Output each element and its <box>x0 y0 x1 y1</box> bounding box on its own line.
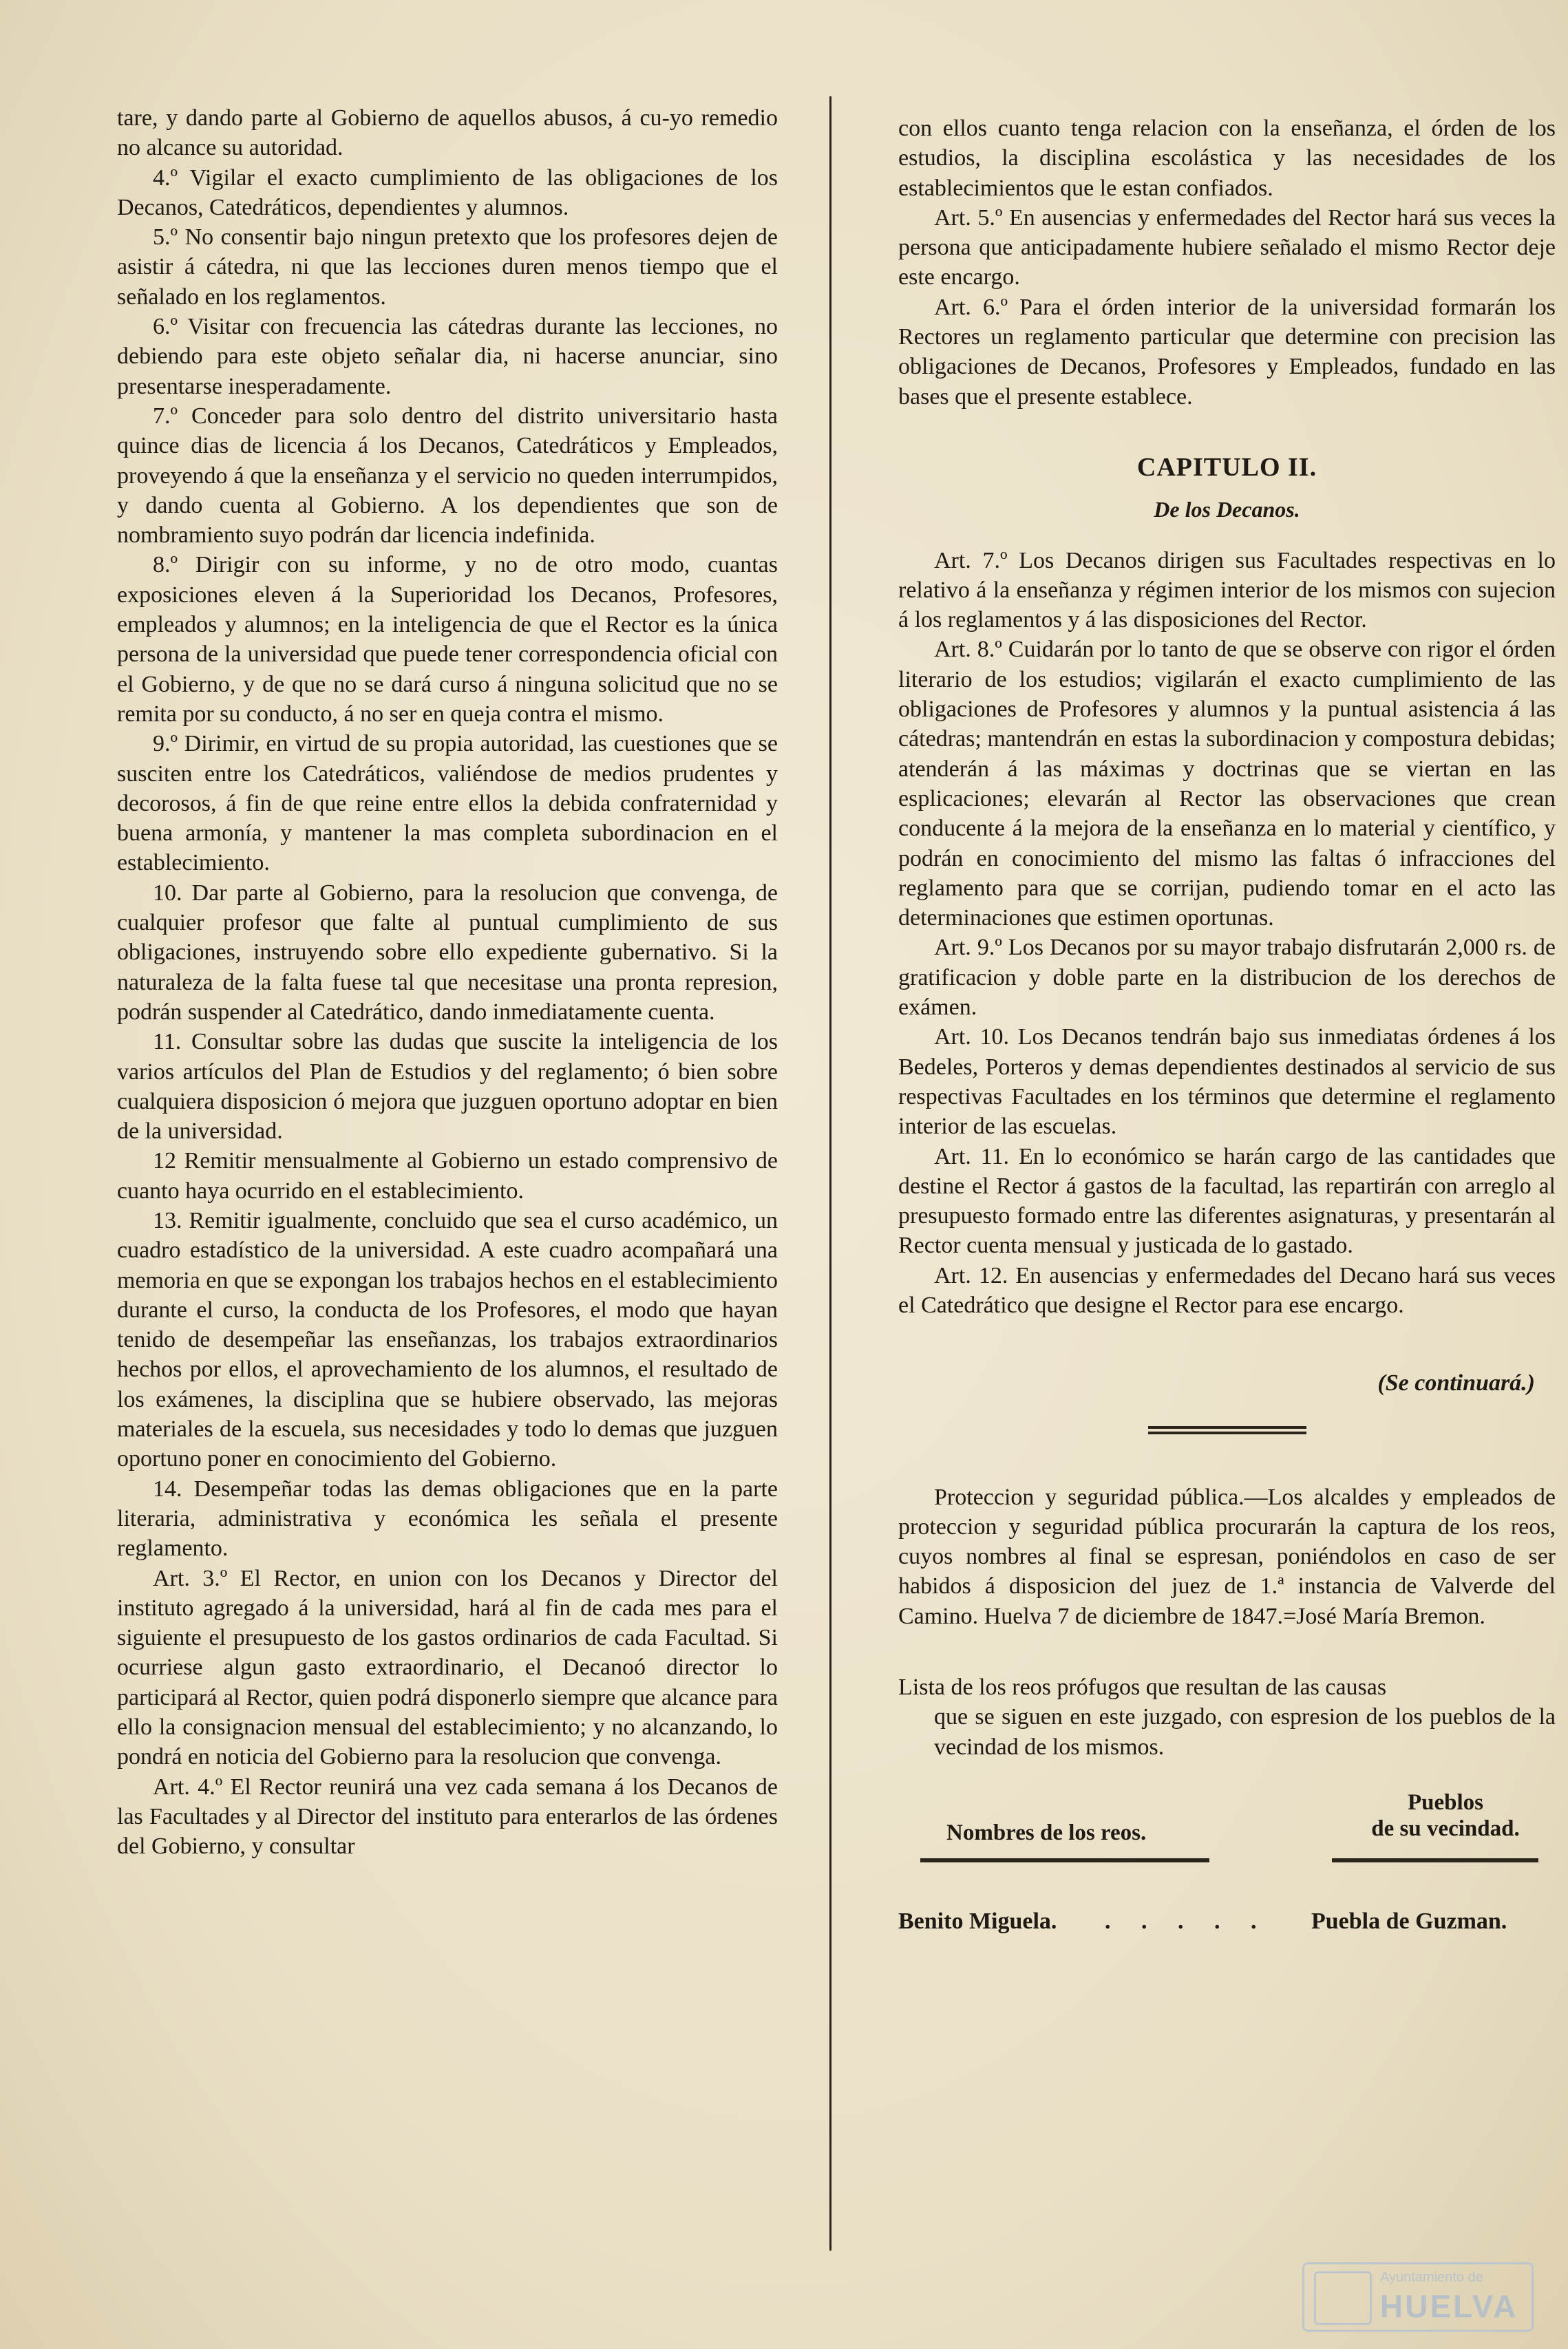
paragraph: Art. 8.º Cuidarán por lo tanto de que se observe con rigor el órden literario de los estudios; vigilarán el exacto cumplimiento de las obligaciones de Profesores y alumnos y la puntual asistencia á las cátedras; mantendrán en estas la subordinacion y compostura debidas; atenderán á las máximas y doctrinas que se viertan en las esplicaciones; elevarán al Rector las observaciones que crean conducente á la mejora de la enseñanza en lo material y científico, y podrán en conocimiento del mismo las faltas ó infracciones del reglamento para que se corrijan, pudiendo tomar en el acto las determinaciones que estimen oportunas. <box>898 637 1556 931</box>
paragraph: 6.º Visitar con frecuencia las cátedras durante las lecciones, no debiendo para este objeto señalar dia, ni hacerse anunciar, sino presentarse inesperadamente. <box>117 314 778 399</box>
paragraph: 10. Dar parte al Gobierno, para la resolucion que convenga, de cualquier profesor que falte al puntual cumplimiento de sus obligaciones, instruyendo sobre ello expediente gubernativo. Si la naturaleza de la falta fuese tal que necesitase una pronta represion, podrán suspender al Catedrático, dando inmediatamente cuenta. <box>117 880 778 1025</box>
section-divider <box>1148 1426 1306 1434</box>
seal-icon <box>1314 2271 1372 2325</box>
table-row <box>898 1906 1556 1948</box>
paragraph: 9.º Dirimir, en virtud de su propia autoridad, las cuestiones que se susciten entre los Catedráticos, valiéndose de medios prudentes y decorosos, á fin de que reine entre ellos la debida confraternidad y buena armonía, y mantener la mas completa subordinacion en el establecimiento. <box>117 731 778 876</box>
paragraph: Art. 3.º El Rector, en union con los Decanos y Director del instituto agregado á la universidad, hará al fin de cada mes para el siguiente el presupuesto de los gastos ordinarios de cada Facultad. Si ocurriese algun gasto extraordinario, el Decanoó director lo participará al Rector, quien podrá disponerlo siempre que alcance para ello la consignacion mensual del establecimiento; y no alcanzando, lo pondrá en noticia del Gobierno para la resolucion que convenga. <box>117 1565 778 1770</box>
column-header-names: Nombres de los reos. <box>946 1820 1147 1845</box>
paragraph: Art. 10. Los Decanos tendrán bajo sus inmediatas órdenes á los Bedeles, Porteros y demas dependientes destinados al servicio de sus respectivas Facultades en los términos que determine el reglamento interior de las escuelas. <box>898 1024 1556 1140</box>
paragraph: 12 Remitir mensualmente al Gobierno un estado comprensivo de cuanto haya ocurrido en el establecimiento. <box>117 1148 778 1204</box>
paragraph: Art. 9.º Los Decanos por su mayor trabajo disfrutarán 2,000 rs. de gratificacion y doble parte en la distribucion de los derechos de exámen. <box>898 935 1556 1021</box>
continuation-note: (Se continuará.) <box>1377 1370 1535 1396</box>
header-underline <box>1332 1858 1538 1862</box>
paragraph: tare, y dando parte al Gobierno de aquellos abusos, á cu-yo remedio no alcance su autoridad. <box>117 105 778 161</box>
paragraph: 11. Consultar sobre las dudas que suscite la inteligencia de los varios artículos del Plan de Estudios y del reglamento; ó bien sobre cualquiera disposicion ó mejora que juzguen oportuno adoptar en bien de la universidad. <box>117 1029 778 1145</box>
notice-paragraph: Proteccion y seguridad pública.—Los alcaldes y empleados de proteccion y seguridad pública procurarán la captura de los reos, cuyos nombres al final se espresan, poniéndolos en caso de ser habidos á disposicion del juez de 1.ª instancia de Valverde del Camino. Huelva 7 de diciembre de 1847.=José María Bremon. <box>898 1484 1556 1629</box>
list-title <box>898 1672 1556 1762</box>
paragraph: Art. 11. En lo económico se harán cargo de las cantidades que destine el Rector á gastos de la facultad, las repartirán con arreglo al presupuesto formado entre las diferentes asignaturas, y presentarán al Rector cuenta mensual y justicada de lo gastado. <box>898 1143 1556 1259</box>
left-column <box>117 103 778 1862</box>
list-title-line-2: que se siguen en este juzgado, con espresion de los pueblos de la vecindad de los mismos. <box>934 1704 1556 1760</box>
paragraph: 13. Remitir igualmente, concluido que sea el curso académico, un cuadro estadístico de la universidad. A este cuadro acompañará una memoria en que se expongan los trabajos hechos en el establecimiento durante el curso, la conducta de los Profesores, el modo que hayan tenido de desempeñar las enseñanzas, los trabajos extraordinarios hechos por ellos, el aprovechamiento de los alumnos, el resultado de los exámenes, la disciplina que se hubiere observado, las mejoras materiales de la escuela, sus necesidades y todo lo demas que juzguen oportuno poner en conocimiento del Gobierno. <box>117 1207 778 1472</box>
paragraph: Art. 4.º El Rector reunirá una vez cada semana á los Decanos de las Facultades y al Director del instituto para enterarlos de las órdenes del Gobierno, y consultar <box>117 1774 778 1860</box>
list-title-line-1: Lista de los reos prófugos que resultan de las causas <box>898 1675 1387 1701</box>
stamp-small-text: Ayuntamiento de <box>1380 2270 1483 2285</box>
chapter-title: CAPITULO II. <box>1136 452 1317 482</box>
paragraph: 4.º Vigilar el exacto cumplimiento de las obligaciones de los Decanos, Catedráticos, dependientes y alumnos. <box>117 164 778 220</box>
leader-dots: . . . . . <box>1105 1908 1269 1934</box>
column-header-towns-line-2: de su vecindad. <box>1371 1816 1520 1841</box>
paragraph: 14. Desempeñar todas las demas obligaciones que en la parte literaria, administrativa y económica les señala el presente reglamento. <box>117 1476 778 1562</box>
chapter-subtitle: De los Decanos. <box>1154 497 1300 522</box>
paragraph: Art. 7.º Los Decanos dirigen sus Facultades respectivas en lo relativo á la enseñanza y régimen interior de los mismos con sujecion á los reglamentos y á las disposiciones del Rector. <box>898 547 1556 633</box>
reo-name: Benito Miguela. <box>898 1908 1057 1934</box>
header-underline <box>920 1858 1209 1862</box>
table-header <box>898 1789 1556 1879</box>
right-column <box>898 114 1556 1948</box>
watermark-stamp <box>1302 2262 1534 2332</box>
column-divider <box>829 96 831 2251</box>
column-header-towns <box>1346 1789 1545 1842</box>
stamp-big-text: HUELVA <box>1380 2288 1518 2324</box>
paragraph: 8.º Dirigir con su informe, y no de otro modo, cuantas exposiciones eleven á la Superioridad los Decanos, Profesores, empleados y alumnos; en la inteligencia de que el Rector es la única persona de la universidad que puede tener correspondencia oficial con el Gobierno, y de que no se dará curso á ninguna solicitud que no se remita por su conducto, á no ser en queja contra el mismo. <box>117 552 778 727</box>
paragraph: 7.º Conceder para solo dentro del distrito universitario hasta quince dias de licencia á los Decanos, Catedráticos y Empleados, proveyendo á que la enseñanza y el servicio no queden interrumpidos, y dando cuenta al Gobierno. A los dependientes que son de nombramiento suyo podrán dar licencia indefinida. <box>117 403 778 549</box>
paragraph: Art. 12. En ausencias y enfermedades del Decano hará sus veces el Catedrático que designe el Rector para ese encargo. <box>898 1262 1556 1318</box>
reo-town: Puebla de Guzman. <box>1311 1908 1507 1934</box>
column-header-towns-line-1: Pueblos <box>1407 1789 1484 1815</box>
paragraph: con ellos cuanto tenga relacion con la enseñanza, el órden de los estudios, la disciplina escolástica y las necesidades de los establecimientos que le estan confiados. <box>898 116 1556 201</box>
paragraph: Art. 6.º Para el órden interior de la universidad formarán los Rectores un reglamento particular que determine con precision las obligaciones de Decanos, Profesores y Empleados, fundado en las bases que el presente establece. <box>898 294 1556 410</box>
paragraph: 5.º No consentir bajo ningun pretexto que los profesores dejen de asistir á cátedra, ni que las lecciones duren menos tiempo que el señalado en los reglamentos. <box>117 224 778 310</box>
paragraph: Art. 5.º En ausencias y enfermedades del Rector hará sus veces la persona que anticipadamente hubiere señalado el mismo Rector deje este encargo. <box>898 204 1556 290</box>
